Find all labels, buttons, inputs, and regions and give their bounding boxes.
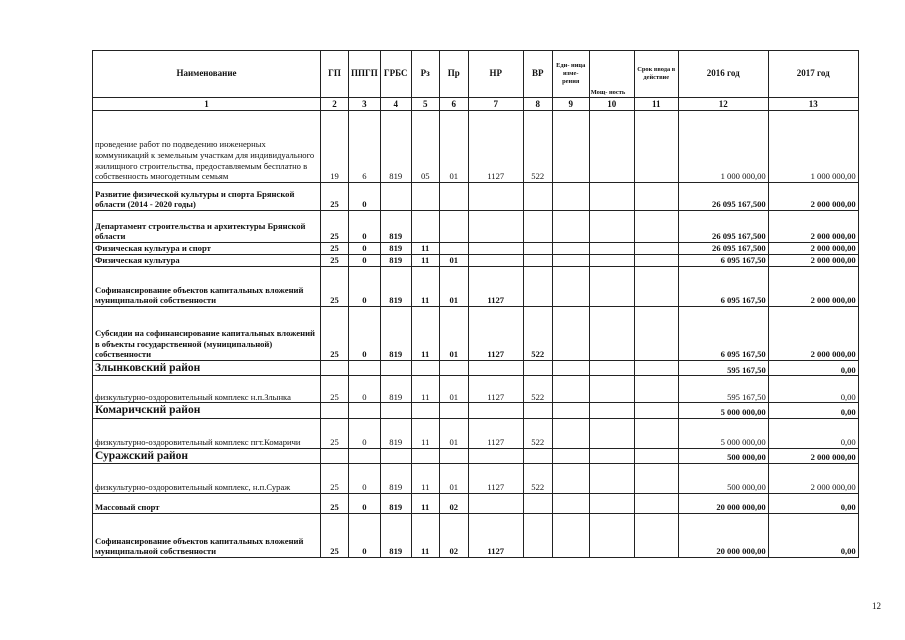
cell-pr <box>439 448 468 463</box>
cell-vr <box>523 494 552 514</box>
cell-gp: 25 <box>321 418 349 448</box>
cell-vr: 522 <box>523 376 552 403</box>
cell-y2017: 0,00 <box>768 418 858 448</box>
cell-name: Комаричский район <box>93 403 321 418</box>
cell-nr <box>468 255 523 267</box>
cell-pr <box>439 243 468 255</box>
cell-name: Софинансирование объектов капитальных вложений муниципальной собственности <box>93 514 321 558</box>
cell-pr <box>439 361 468 376</box>
col-vr-header: ВР <box>523 51 552 98</box>
cell-y2016: 1 000 000,00 <box>678 111 768 183</box>
cell-y2016: 6 095 167,50 <box>678 307 768 361</box>
col-nr-header: НР <box>468 51 523 98</box>
cell-rz <box>411 183 439 211</box>
table-row <box>93 211 859 243</box>
cell-deadline <box>634 514 678 558</box>
cell-grbs: 819 <box>380 376 411 403</box>
cell-y2016: 6 095 167,50 <box>678 255 768 267</box>
cell-y2016: 500 000,00 <box>678 464 768 494</box>
cell-name: Развитие физической культуры и спорта Брянской области (2014 - 2020 годы) <box>93 183 321 211</box>
cell-unit <box>552 418 589 448</box>
cell-y2017: 0,00 <box>768 361 858 376</box>
cell-name: Субсидии на софинансирование капитальных вложений в объекты государственной (муниципальной) собственности <box>93 307 321 361</box>
cell-unit <box>552 448 589 463</box>
table-row <box>93 494 859 514</box>
cell-y2016: 26 095 167,500 <box>678 183 768 211</box>
cell-name: физкультурно-оздоровительный комплекс н.п.Злынка <box>93 376 321 403</box>
cell-pr: 01 <box>439 267 468 307</box>
cell-grbs: 819 <box>380 255 411 267</box>
cell-ppgp <box>349 448 381 463</box>
cell-deadline <box>634 267 678 307</box>
cell-grbs: 819 <box>380 464 411 494</box>
cell-unit <box>552 255 589 267</box>
column-number-cell: 2 <box>321 98 349 111</box>
cell-gp: 19 <box>321 111 349 183</box>
cell-vr <box>523 243 552 255</box>
cell-gp: 25 <box>321 243 349 255</box>
cell-rz: 11 <box>411 255 439 267</box>
cell-pr: 02 <box>439 494 468 514</box>
cell-rz: 11 <box>411 418 439 448</box>
cell-gp: 25 <box>321 183 349 211</box>
cell-deadline <box>634 361 678 376</box>
cell-deadline <box>634 376 678 403</box>
district-row <box>93 361 859 376</box>
cell-y2016: 500 000,00 <box>678 448 768 463</box>
cell-y2016: 20 000 000,00 <box>678 494 768 514</box>
cell-y2016: 595 167,50 <box>678 376 768 403</box>
cell-vr <box>523 211 552 243</box>
cell-vr <box>523 448 552 463</box>
cell-pr: 01 <box>439 418 468 448</box>
cell-deadline <box>634 211 678 243</box>
cell-name: физкультурно-оздоровительный комплекс пгт.Комаричи <box>93 418 321 448</box>
cell-power <box>589 418 634 448</box>
cell-grbs <box>380 183 411 211</box>
column-number-cell: 5 <box>411 98 439 111</box>
cell-y2016: 595 167,50 <box>678 361 768 376</box>
table-row <box>93 307 859 361</box>
cell-ppgp: 0 <box>349 494 381 514</box>
cell-ppgp: 0 <box>349 267 381 307</box>
cell-deadline <box>634 448 678 463</box>
cell-power <box>589 403 634 418</box>
cell-vr <box>523 255 552 267</box>
cell-vr: 522 <box>523 464 552 494</box>
cell-y2017: 2 000 000,00 <box>768 307 858 361</box>
cell-grbs: 819 <box>380 243 411 255</box>
cell-power <box>589 307 634 361</box>
district-row <box>93 448 859 463</box>
cell-unit <box>552 267 589 307</box>
cell-grbs <box>380 448 411 463</box>
column-number-cell: 9 <box>552 98 589 111</box>
cell-y2016: 26 095 167,500 <box>678 211 768 243</box>
cell-y2017: 2 000 000,00 <box>768 183 858 211</box>
cell-ppgp: 0 <box>349 464 381 494</box>
page-number: 12 <box>872 601 881 611</box>
cell-ppgp: 0 <box>349 307 381 361</box>
district-row <box>93 403 859 418</box>
cell-vr <box>523 403 552 418</box>
cell-y2016: 26 095 167,500 <box>678 243 768 255</box>
cell-ppgp: 0 <box>349 243 381 255</box>
cell-nr <box>468 403 523 418</box>
cell-grbs: 819 <box>380 211 411 243</box>
cell-gp: 25 <box>321 307 349 361</box>
cell-rz <box>411 361 439 376</box>
cell-y2017: 0,00 <box>768 514 858 558</box>
cell-nr: 1127 <box>468 418 523 448</box>
cell-grbs: 819 <box>380 418 411 448</box>
cell-y2017: 0,00 <box>768 403 858 418</box>
cell-nr <box>468 361 523 376</box>
cell-unit <box>552 307 589 361</box>
cell-pr: 01 <box>439 464 468 494</box>
col-2017-header: 2017 год <box>768 51 858 98</box>
column-number-cell: 11 <box>634 98 678 111</box>
header-row <box>93 51 859 98</box>
cell-gp: 25 <box>321 267 349 307</box>
cell-gp <box>321 403 349 418</box>
cell-pr: 01 <box>439 255 468 267</box>
cell-pr: 01 <box>439 376 468 403</box>
cell-rz: 11 <box>411 376 439 403</box>
col-name-header: Наименование <box>93 51 321 98</box>
cell-gp: 25 <box>321 211 349 243</box>
cell-rz: 11 <box>411 267 439 307</box>
cell-name: Массовый спорт <box>93 494 321 514</box>
cell-rz: 11 <box>411 307 439 361</box>
cell-nr <box>468 211 523 243</box>
cell-name: Физическая культура <box>93 255 321 267</box>
table-row <box>93 111 859 183</box>
table-row <box>93 267 859 307</box>
cell-rz: 11 <box>411 494 439 514</box>
cell-rz: 11 <box>411 464 439 494</box>
cell-y2016: 5 000 000,00 <box>678 403 768 418</box>
column-number-cell: 12 <box>678 98 768 111</box>
cell-unit <box>552 111 589 183</box>
cell-rz: 05 <box>411 111 439 183</box>
cell-ppgp: 0 <box>349 211 381 243</box>
cell-gp <box>321 448 349 463</box>
cell-name: Суражский район <box>93 448 321 463</box>
cell-deadline <box>634 403 678 418</box>
cell-gp: 25 <box>321 464 349 494</box>
table-row <box>93 464 859 494</box>
col-unit-header: Еди- ница изме- рения <box>552 51 589 98</box>
cell-nr <box>468 183 523 211</box>
cell-nr: 1127 <box>468 376 523 403</box>
column-number-cell: 7 <box>468 98 523 111</box>
cell-nr: 1127 <box>468 307 523 361</box>
column-number-cell: 1 <box>93 98 321 111</box>
cell-name: Софинансирование объектов капитальных вложений муниципальной собственности <box>93 267 321 307</box>
cell-y2017: 2 000 000,00 <box>768 448 858 463</box>
cell-pr <box>439 183 468 211</box>
col-2016-header: 2016 год <box>678 51 768 98</box>
cell-vr <box>523 361 552 376</box>
cell-y2017: 2 000 000,00 <box>768 243 858 255</box>
col-grbs-header: ГРБС <box>380 51 411 98</box>
cell-unit <box>552 514 589 558</box>
column-number-cell: 4 <box>380 98 411 111</box>
cell-power <box>589 267 634 307</box>
cell-vr: 522 <box>523 418 552 448</box>
column-number-row <box>93 98 859 111</box>
cell-grbs: 819 <box>380 494 411 514</box>
table-row <box>93 418 859 448</box>
cell-power <box>589 243 634 255</box>
cell-gp: 25 <box>321 514 349 558</box>
column-number-cell: 8 <box>523 98 552 111</box>
cell-nr <box>468 243 523 255</box>
cell-name: Злынковский район <box>93 361 321 376</box>
cell-deadline <box>634 418 678 448</box>
cell-ppgp <box>349 403 381 418</box>
cell-name: Департамент строительства и архитектуры Брянской области <box>93 211 321 243</box>
cell-gp: 25 <box>321 255 349 267</box>
cell-deadline <box>634 494 678 514</box>
column-number-cell: 6 <box>439 98 468 111</box>
cell-ppgp: 0 <box>349 514 381 558</box>
table-row <box>93 514 859 558</box>
cell-deadline <box>634 464 678 494</box>
column-number-cell: 3 <box>349 98 381 111</box>
table-row <box>93 376 859 403</box>
col-gp-header: ГП <box>321 51 349 98</box>
cell-grbs: 819 <box>380 307 411 361</box>
col-deadline-header: Срок ввода в действие <box>634 51 678 98</box>
cell-y2016: 5 000 000,00 <box>678 418 768 448</box>
cell-y2017: 2 000 000,00 <box>768 255 858 267</box>
col-rz-header: Рз <box>411 51 439 98</box>
cell-gp <box>321 361 349 376</box>
cell-grbs: 819 <box>380 514 411 558</box>
cell-pr: 01 <box>439 307 468 361</box>
cell-pr: 01 <box>439 111 468 183</box>
cell-pr: 02 <box>439 514 468 558</box>
col-ppgp-header: ППГП <box>349 51 381 98</box>
table-row <box>93 243 859 255</box>
column-number-cell: 13 <box>768 98 858 111</box>
cell-deadline <box>634 243 678 255</box>
cell-y2017: 2 000 000,00 <box>768 267 858 307</box>
cell-rz <box>411 211 439 243</box>
cell-unit <box>552 211 589 243</box>
cell-nr: 1127 <box>468 464 523 494</box>
cell-rz <box>411 403 439 418</box>
cell-pr <box>439 403 468 418</box>
cell-rz <box>411 448 439 463</box>
cell-deadline <box>634 183 678 211</box>
cell-unit <box>552 183 589 211</box>
cell-unit <box>552 403 589 418</box>
table-row <box>93 255 859 267</box>
cell-ppgp: 0 <box>349 376 381 403</box>
cell-power <box>589 255 634 267</box>
cell-grbs <box>380 403 411 418</box>
cell-nr: 1127 <box>468 267 523 307</box>
cell-name: физкультурно-оздоровительный комплекс, н.п.Сураж <box>93 464 321 494</box>
cell-vr <box>523 183 552 211</box>
cell-y2017: 2 000 000,00 <box>768 211 858 243</box>
cell-unit <box>552 494 589 514</box>
cell-rz: 11 <box>411 243 439 255</box>
cell-nr: 1127 <box>468 111 523 183</box>
cell-power <box>589 464 634 494</box>
cell-grbs: 819 <box>380 111 411 183</box>
cell-gp: 25 <box>321 376 349 403</box>
table-row <box>93 183 859 211</box>
cell-grbs: 819 <box>380 267 411 307</box>
cell-ppgp: 0 <box>349 255 381 267</box>
cell-y2017: 0,00 <box>768 376 858 403</box>
cell-unit <box>552 361 589 376</box>
cell-ppgp: 0 <box>349 183 381 211</box>
cell-vr <box>523 267 552 307</box>
column-number-cell: 10 <box>589 98 634 111</box>
cell-deadline <box>634 307 678 361</box>
cell-nr: 1127 <box>468 514 523 558</box>
cell-gp: 25 <box>321 494 349 514</box>
cell-ppgp <box>349 361 381 376</box>
cell-y2016: 20 000 000,00 <box>678 514 768 558</box>
cell-power <box>589 494 634 514</box>
cell-grbs <box>380 361 411 376</box>
cell-vr: 522 <box>523 111 552 183</box>
cell-power <box>589 361 634 376</box>
table-body <box>93 111 859 558</box>
cell-deadline <box>634 111 678 183</box>
cell-y2017: 2 000 000,00 <box>768 464 858 494</box>
cell-power <box>589 111 634 183</box>
cell-name: Физическая культура и спорт <box>93 243 321 255</box>
cell-power <box>589 376 634 403</box>
cell-vr: 522 <box>523 307 552 361</box>
cell-y2016: 6 095 167,50 <box>678 267 768 307</box>
cell-deadline <box>634 255 678 267</box>
cell-name: проведение работ по подведению инженерных коммуникаций к земельным участкам для индивидуального жилищного строительства, предоставляемым бесплатно в собственность многодетным семьям <box>93 111 321 183</box>
col-power-header: Мощ- ность <box>589 51 634 98</box>
cell-power <box>589 211 634 243</box>
cell-power <box>589 183 634 211</box>
col-pr-header: Пр <box>439 51 468 98</box>
cell-nr <box>468 448 523 463</box>
cell-unit <box>552 464 589 494</box>
cell-ppgp: 0 <box>349 418 381 448</box>
cell-vr <box>523 514 552 558</box>
cell-pr <box>439 211 468 243</box>
cell-rz: 11 <box>411 514 439 558</box>
cell-y2017: 1 000 000,00 <box>768 111 858 183</box>
cell-y2017: 0,00 <box>768 494 858 514</box>
cell-power <box>589 448 634 463</box>
cell-unit <box>552 243 589 255</box>
budget-table <box>92 50 859 558</box>
cell-unit <box>552 376 589 403</box>
cell-ppgp: 6 <box>349 111 381 183</box>
cell-power <box>589 514 634 558</box>
cell-nr <box>468 494 523 514</box>
